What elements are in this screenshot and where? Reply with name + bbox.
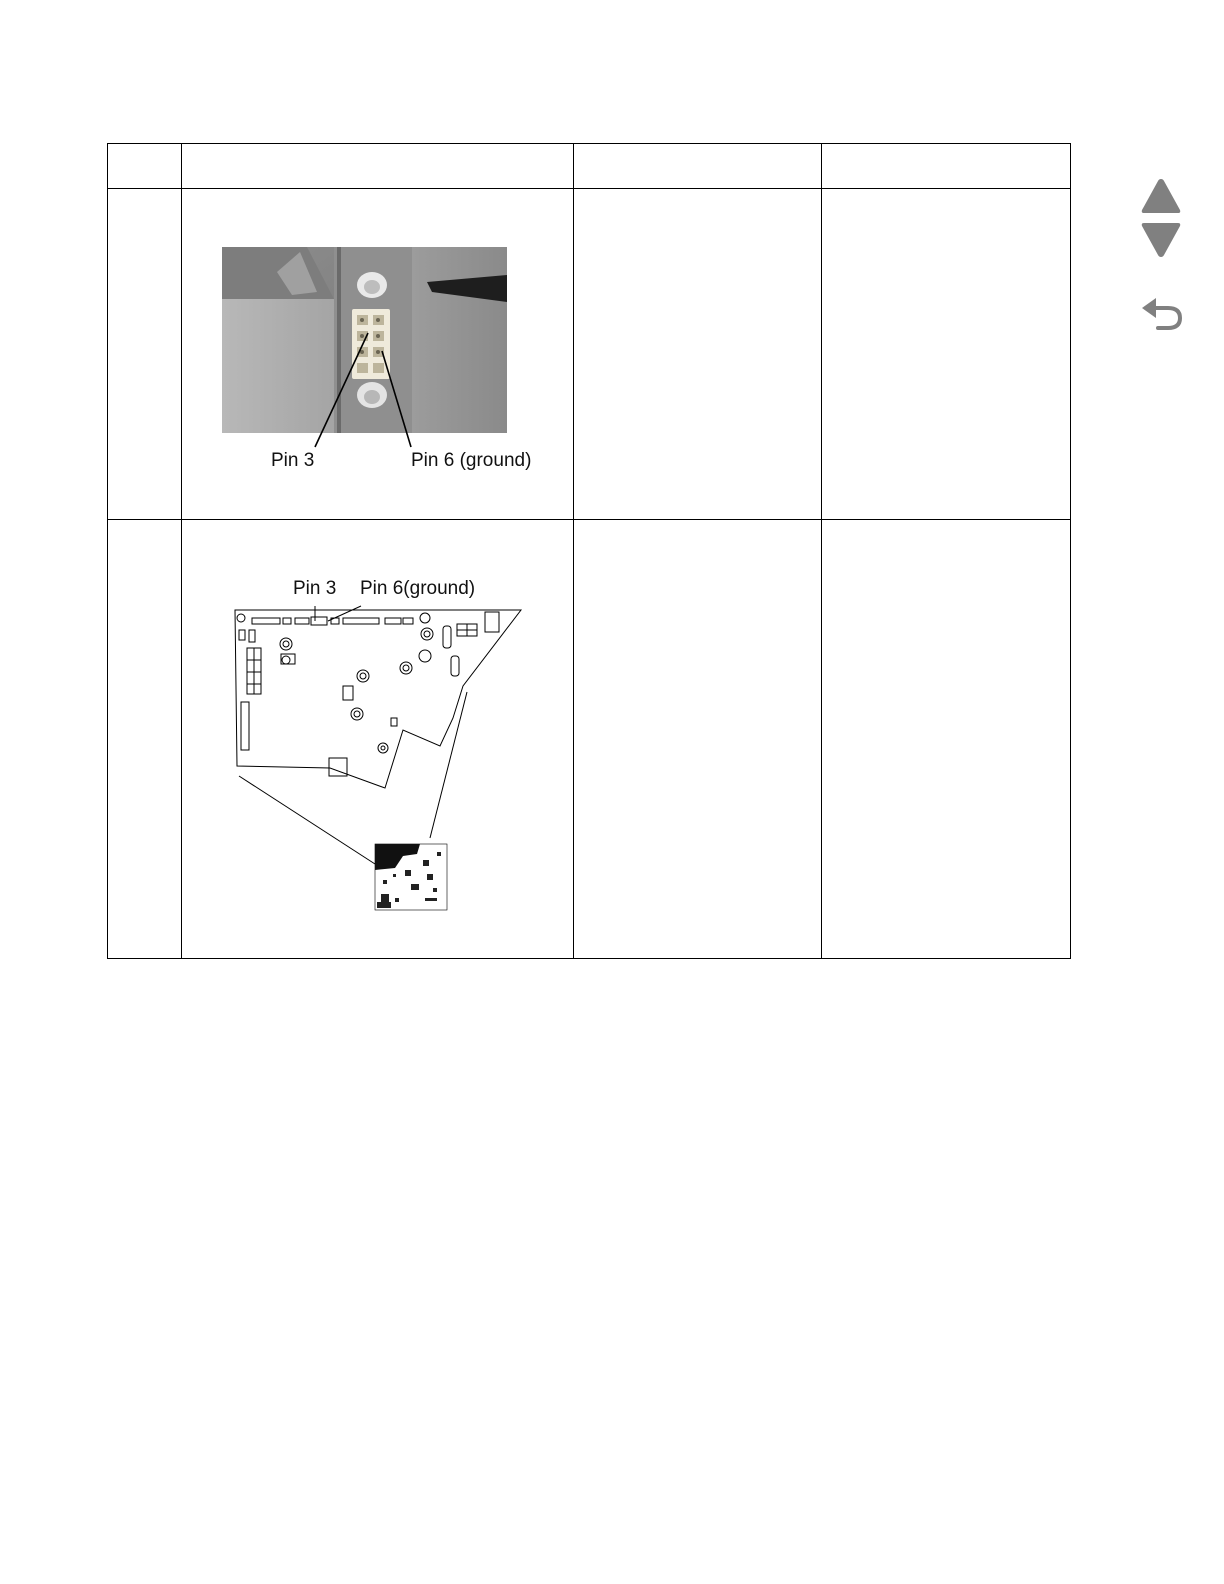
table-col-divider-2 [573, 143, 574, 959]
next-page-icon[interactable] [1140, 221, 1182, 259]
connector-photo [222, 247, 507, 433]
table-border-right [1070, 143, 1071, 959]
table-col-divider-1 [181, 143, 182, 959]
table-border-bottom [107, 958, 1071, 959]
table-border-top [107, 143, 1071, 144]
board-thumbnail [375, 844, 447, 910]
pin-3-label: Pin 3 [271, 450, 315, 471]
table-row-divider [107, 519, 1071, 520]
controller-board-diagram [225, 598, 535, 918]
table-border-left [107, 143, 108, 959]
pin-3-label: Pin 3 [293, 578, 337, 599]
pin-6-ground-label: Pin 6 (ground) [411, 450, 532, 471]
table-col-divider-3 [821, 143, 822, 959]
table-header-divider [107, 188, 1071, 189]
previous-page-icon[interactable] [1140, 177, 1182, 215]
back-icon[interactable] [1140, 298, 1186, 334]
pin-6-ground-label: Pin 6(ground) [360, 578, 476, 599]
